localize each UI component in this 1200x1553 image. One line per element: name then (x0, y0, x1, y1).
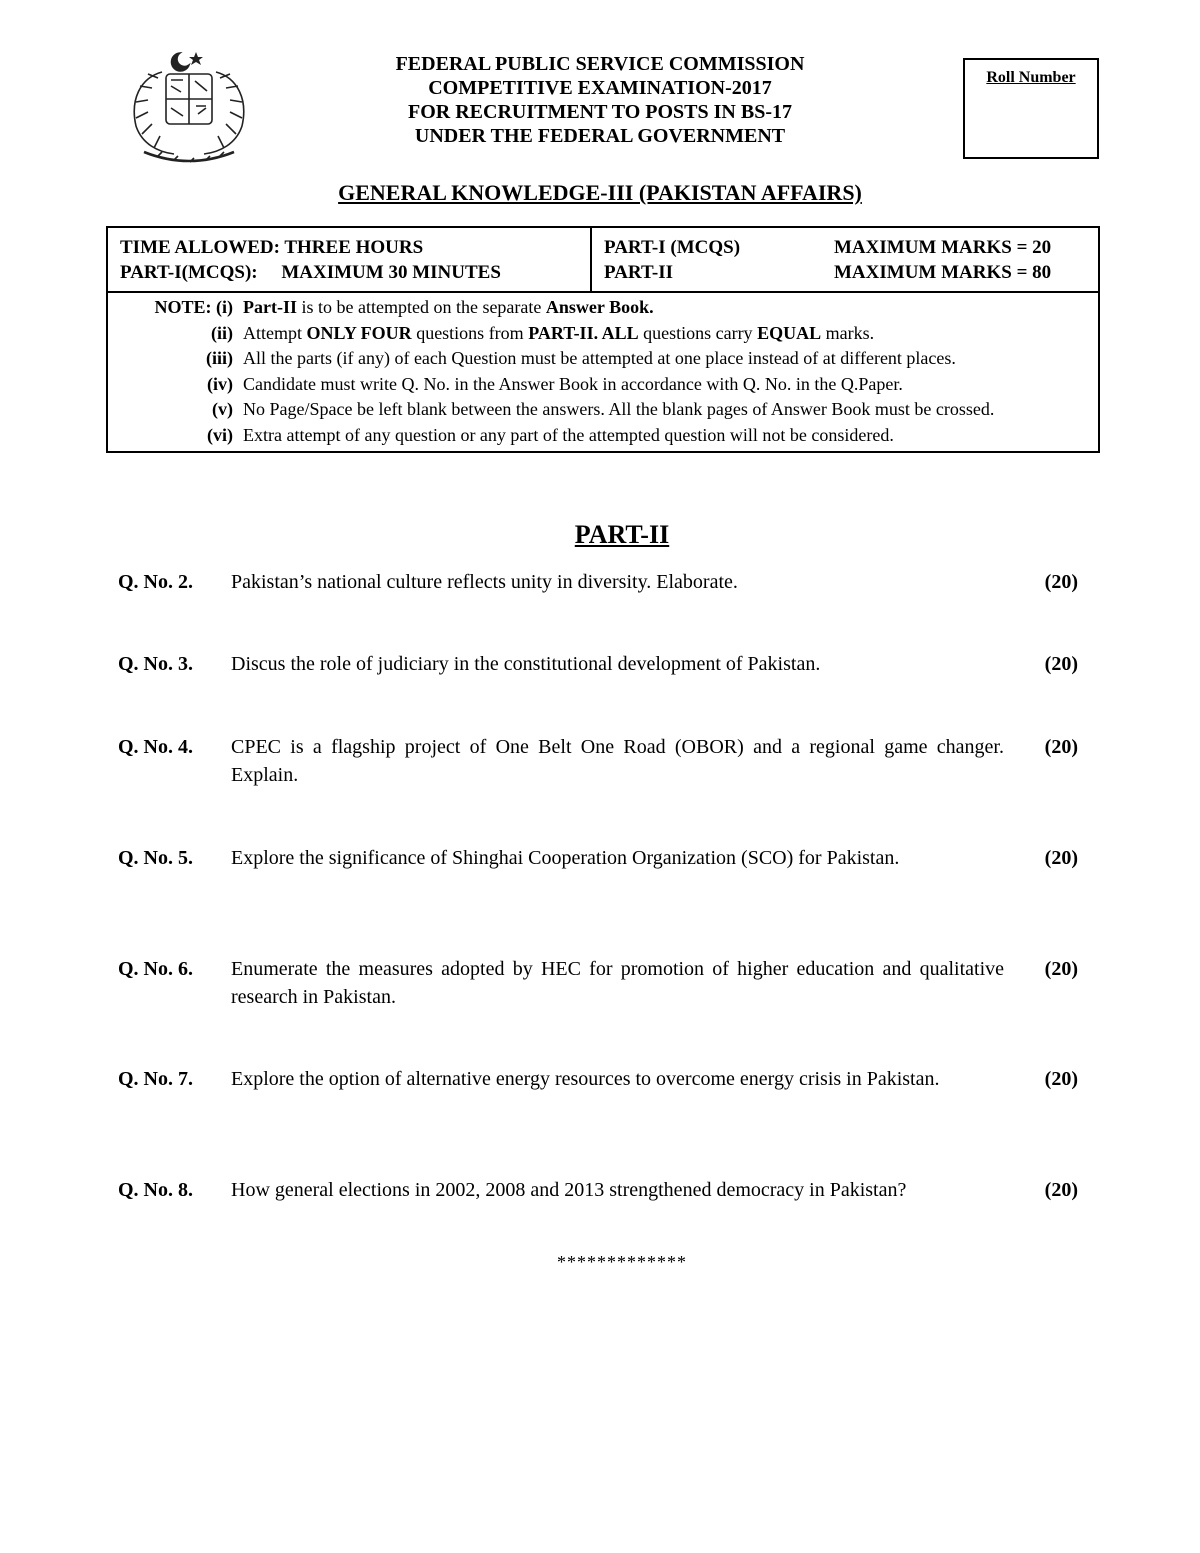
question-item (118, 1176, 1078, 1204)
part-ii-heading: PART-II (574, 520, 670, 549)
instruction-text-segment: questions carry (638, 322, 758, 343)
time-allowed-cell (108, 228, 592, 291)
question-marks: (20) (1044, 847, 1078, 869)
part2-marks: MAXIMUM MARKS = 80 (834, 262, 1052, 283)
instruction-number: (vi) (207, 424, 233, 445)
question-item (118, 568, 1078, 596)
mcq-time-row (120, 260, 590, 285)
header-line-recruitment: FOR RECRUITMENT TO POSTS IN BS-17 (408, 101, 792, 123)
instruction-text-segment: No Page/Space be left blank between the answers. All the blank pages of Answer Book must be crossed. (243, 399, 995, 419)
instruction-text-segment: Attempt (243, 322, 307, 343)
question-text: Explore the option of alternative energy resources to overcome energy crisis in Pakistan. (231, 1068, 940, 1090)
question-marks: (20) (1044, 736, 1078, 758)
instruction-text (243, 346, 1084, 372)
question-text: Discus the role of judiciary in the constitutional development of Pakistan. (231, 653, 821, 675)
instruction-number: NOTE: (i) (154, 297, 233, 317)
commission-header (300, 52, 900, 148)
instruction-text-segment: Candidate must write Q. No. in the Answer Book in accordance with Q. No. in the Q.Paper. (243, 373, 903, 394)
instruction-item (118, 372, 1084, 398)
question-text: Pakistan’s national culture reflects unity in diversity. Elaborate. (231, 571, 738, 593)
question-number: Q. No. 3. (118, 653, 193, 675)
question-text: Enumerate the measures adopted by HEC for promotion of higher education and qualitative research in Pakistan. (231, 958, 1004, 1008)
instruction-item (118, 397, 1084, 423)
part1-label: PART-I (MCQS) (604, 237, 741, 258)
paper-title: GENERAL KNOWLEDGE-III (PAKISTAN AFFAIRS) (338, 180, 862, 205)
header-line-examination: COMPETITIVE EXAMINATION-2017 (428, 77, 772, 99)
question-marks: (20) (1044, 1068, 1078, 1090)
question-marks: (20) (1044, 653, 1078, 675)
instruction-text (243, 423, 1084, 449)
question-item (118, 650, 1078, 678)
instruction-item (118, 321, 1084, 347)
instruction-text-segment: All the parts (if any) of each Question must be attempted at one place instead of at different places. (243, 348, 956, 368)
instruction-number: (iii) (206, 348, 233, 368)
government-emblem-icon (118, 48, 260, 170)
instruction-number: (v) (212, 399, 233, 419)
instruction-text-segment: marks. (821, 322, 875, 343)
roll-number-box[interactable] (963, 58, 1099, 159)
instruction-text-segment: PART-II. ALL (528, 322, 639, 343)
question-number: Q. No. 8. (118, 1179, 193, 1201)
question-item (118, 1065, 1078, 1093)
instruction-text-segment: is to be attempted on the separate (296, 297, 546, 317)
instruction-text (243, 321, 1084, 347)
marks-cell (592, 228, 1098, 291)
question-item (118, 733, 1078, 789)
instruction-item (118, 295, 1084, 321)
instruction-text-segment: ONLY FOUR (306, 322, 412, 343)
instruction-text-segment: Extra attempt of any question or any part of the attempted question will not be considered. (243, 424, 894, 445)
mcq-time-value: MAXIMUM 30 MINUTES (281, 262, 501, 283)
instruction-text-segment: questions from (411, 322, 529, 343)
header-line-government: UNDER THE FEDERAL GOVERNMENT (414, 125, 786, 147)
time-allowed: TIME ALLOWED: THREE HOURS (120, 237, 424, 258)
instructions-list (108, 293, 1098, 451)
instruction-text (243, 397, 1084, 423)
instruction-text-segment: Part-II (243, 297, 297, 317)
part1-marks: MAXIMUM MARKS = 20 (834, 237, 1052, 258)
header-line-commission: FEDERAL PUBLIC SERVICE COMMISSION (395, 53, 805, 75)
question-text: How general elections in 2002, 2008 and 2013 strengthened democracy in Pakistan? (231, 1179, 907, 1201)
question-text: CPEC is a flagship project of One Belt One Road (OBOR) and a regional game changer. Explain. (231, 736, 1004, 786)
question-number: Q. No. 6. (118, 958, 193, 980)
question-number: Q. No. 4. (118, 736, 193, 758)
instruction-item (118, 346, 1084, 372)
question-number: Q. No. 2. (118, 571, 193, 593)
instruction-text-segment: Answer Book. (545, 297, 654, 317)
question-item (118, 844, 1078, 872)
end-marker: ************* (557, 1252, 687, 1272)
question-marks: (20) (1044, 1179, 1078, 1201)
instruction-text (243, 372, 1084, 398)
exam-info-header (108, 228, 1098, 293)
roll-number-label: Roll Number (986, 69, 1076, 86)
instruction-number: (ii) (211, 322, 233, 343)
instruction-text (243, 295, 1084, 321)
question-item (118, 955, 1078, 1011)
part2-label: PART-II (604, 262, 674, 283)
question-number: Q. No. 5. (118, 847, 193, 869)
instruction-item (118, 423, 1084, 449)
instruction-text-segment: EQUAL (757, 322, 822, 343)
mcq-time-label: PART-I(MCQS): (120, 262, 258, 283)
question-marks: (20) (1044, 958, 1078, 980)
question-number: Q. No. 7. (118, 1068, 193, 1090)
question-marks: (20) (1044, 571, 1078, 593)
exam-info-table (106, 226, 1100, 453)
question-text: Explore the significance of Shinghai Cooperation Organization (SCO) for Pakistan. (231, 847, 900, 869)
instruction-number: (iv) (207, 373, 233, 394)
